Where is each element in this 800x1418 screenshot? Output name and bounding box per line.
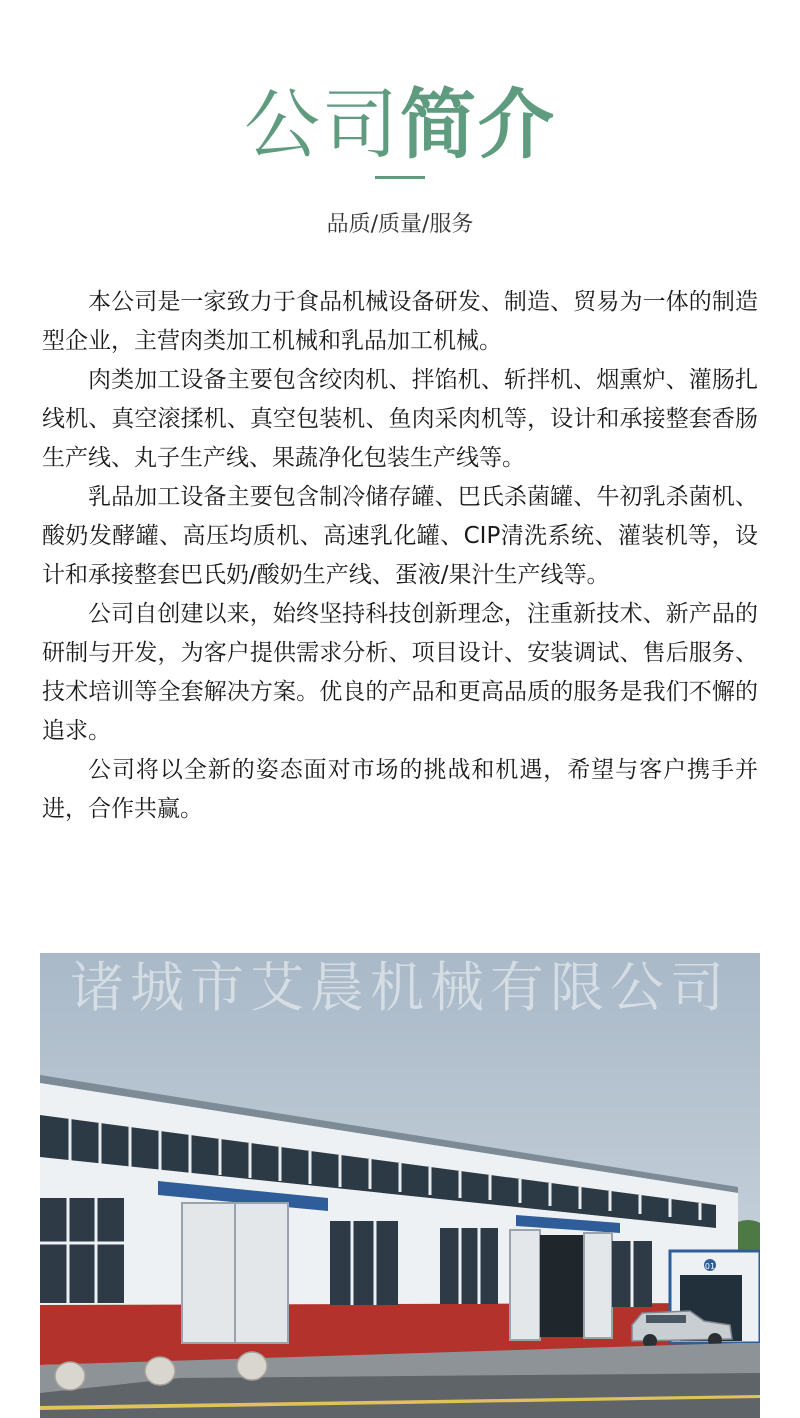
open-doorway [540,1235,584,1337]
title-divider [375,176,425,179]
window-left [40,1198,124,1303]
intro-paragraph: 公司自创建以来，始终坚持科技创新理念，注重新技术、新产品的研制与开发，为客户提供需求分析、项目设计、安装调试、售后服务、技术培训等全套解决方案。优良的产品和更高品质的服务是我们不懈的追求。 [42,601,758,744]
page-title [0,80,800,170]
intro-paragraph: 本公司是一家致力于食品机械设备研发、制造、贸易为一体的制造型企业，主营肉类加工机械和乳品加工机械。 [42,289,758,354]
intro-paragraph: 公司将以全新的姿态面对市场的挑战和机遇，希望与客户携手并进，合作共赢。 [42,757,758,822]
factory-photo [40,953,760,1418]
title-part-2: 简介 [400,80,556,169]
page-subtitle: 品质/质量/服务 [326,212,474,237]
title-part-1: 公司 [244,80,400,169]
company-watermark: 诸城市艾晨机械有限公司 [70,956,730,1019]
company-intro-text [42,283,758,829]
building-number: 01 [704,1262,716,1271]
window-middle [330,1221,398,1305]
intro-paragraph: 乳品加工设备主要包含制冷储存罐、巴氏杀菌罐、牛初乳杀菌机、酸奶发酵罐、高压均质机、高速乳化罐、CIP清洗系统、灌装机等，设计和承接整套巴氏奶/酸奶生产线、蛋液/果汁生产线等。 [42,484,758,588]
window-middle-2 [440,1228,498,1304]
intro-paragraph: 肉类加工设备主要包含绞肉机、拌馅机、斩拌机、烟熏炉、灌肠扎线机、真空滚揉机、真空包装机、鱼肉采肉机等，设计和承接整套香肠生产线、丸子生产线、果蔬净化包装生产线等。 [42,367,758,471]
